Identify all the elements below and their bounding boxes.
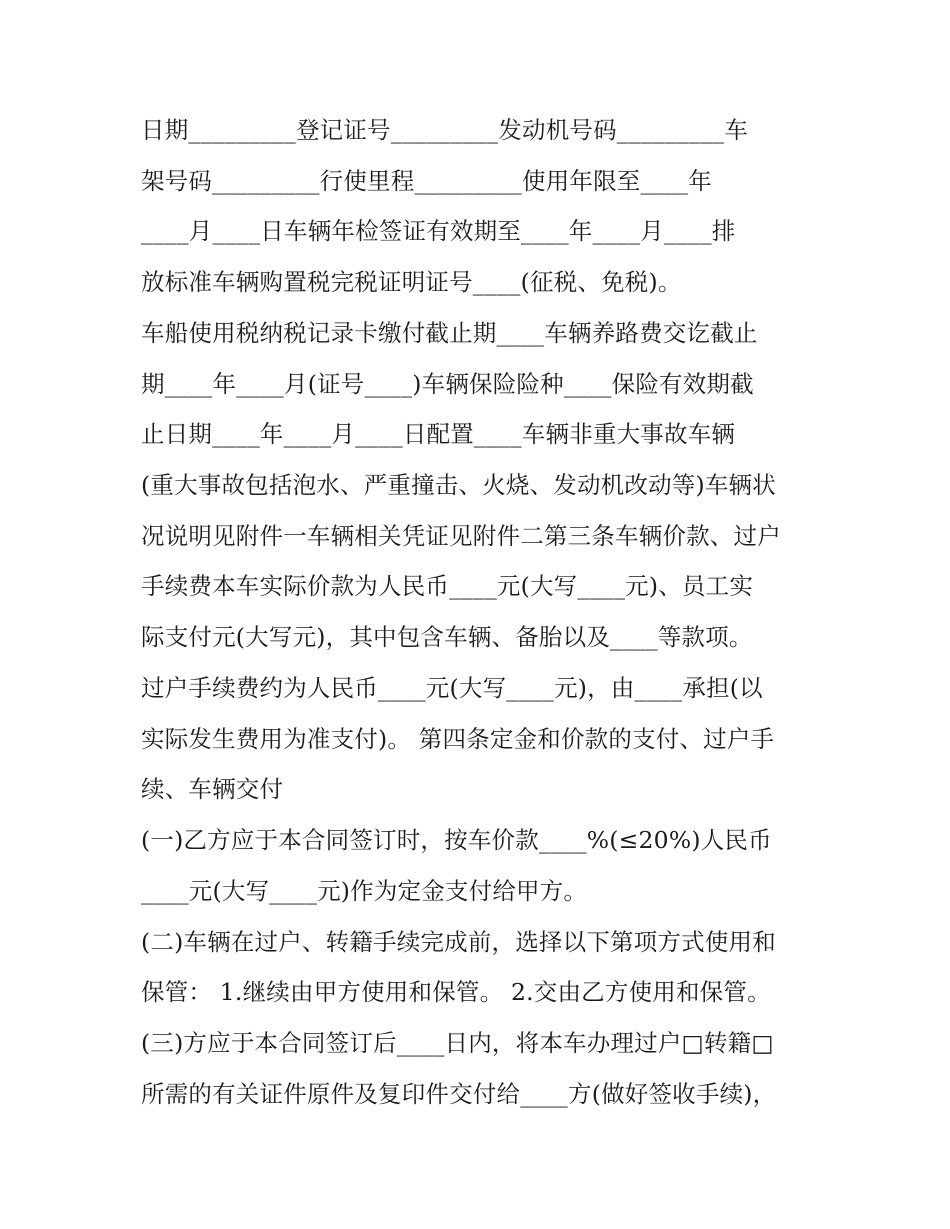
text-line: (重大事故包括泡水、严重撞击、火烧、发动机改动等)车辆状	[141, 471, 776, 499]
text-line: 过户手续费约为人民币____元(大写____元)，由____承担(以	[141, 674, 763, 702]
text-line: 止日期____年____月____日配置____车辆非重大事故车辆	[141, 420, 736, 448]
text-line: 际支付元(大写元)，其中包含车辆、备胎以及____等款项。	[141, 623, 753, 651]
text-line: ____月____日车辆年检签证有效期至____年____月____排	[141, 217, 736, 245]
text-line: (二)车辆在过户、转籍手续完成前，选择以下第项方式使用和	[141, 928, 776, 956]
text-line: 实际发生费用为准支付)。 第四条定金和价款的支付、过户手	[141, 725, 775, 753]
text-line: 况说明见附件一车辆相关凭证见附件二第三条车辆价款、过户	[141, 522, 781, 550]
text-line: (一)乙方应于本合同签订时，按车价款____%(≤20%)人民币	[141, 826, 772, 854]
text-line: 续、车辆交付	[141, 775, 284, 803]
text-line: ____元(大写____元)作为定金支付给甲方。	[141, 877, 588, 905]
text-line: 手续费本车实际价款为人民币____元(大写____元)、员工实	[141, 572, 754, 600]
text-line: 期____年____月(证号____)车辆保险险种____保险有效期截	[141, 370, 754, 398]
text-line: 车船使用税纳税记录卡缴付截止期____车辆养路费交讫截止	[141, 319, 758, 347]
text-line: 日期_________登记证号_________发动机号码_________车	[141, 116, 749, 144]
text-line: 所需的有关证件原件及复印件交付给____方(做好签收手续)，	[141, 1080, 777, 1108]
text-line: 放标准车辆购置税完税证明证号____(征税、免税)。	[141, 268, 682, 296]
text-line: 保管： 1.继续由甲方使用和保管。 2.交由乙方使用和保管。	[141, 978, 771, 1006]
text-line: 架号码_________行使里程_________使用年限至____年	[141, 167, 712, 195]
text-line: (三)方应于本合同签订后____日内，将本车办理过户□转籍□	[141, 1029, 774, 1057]
